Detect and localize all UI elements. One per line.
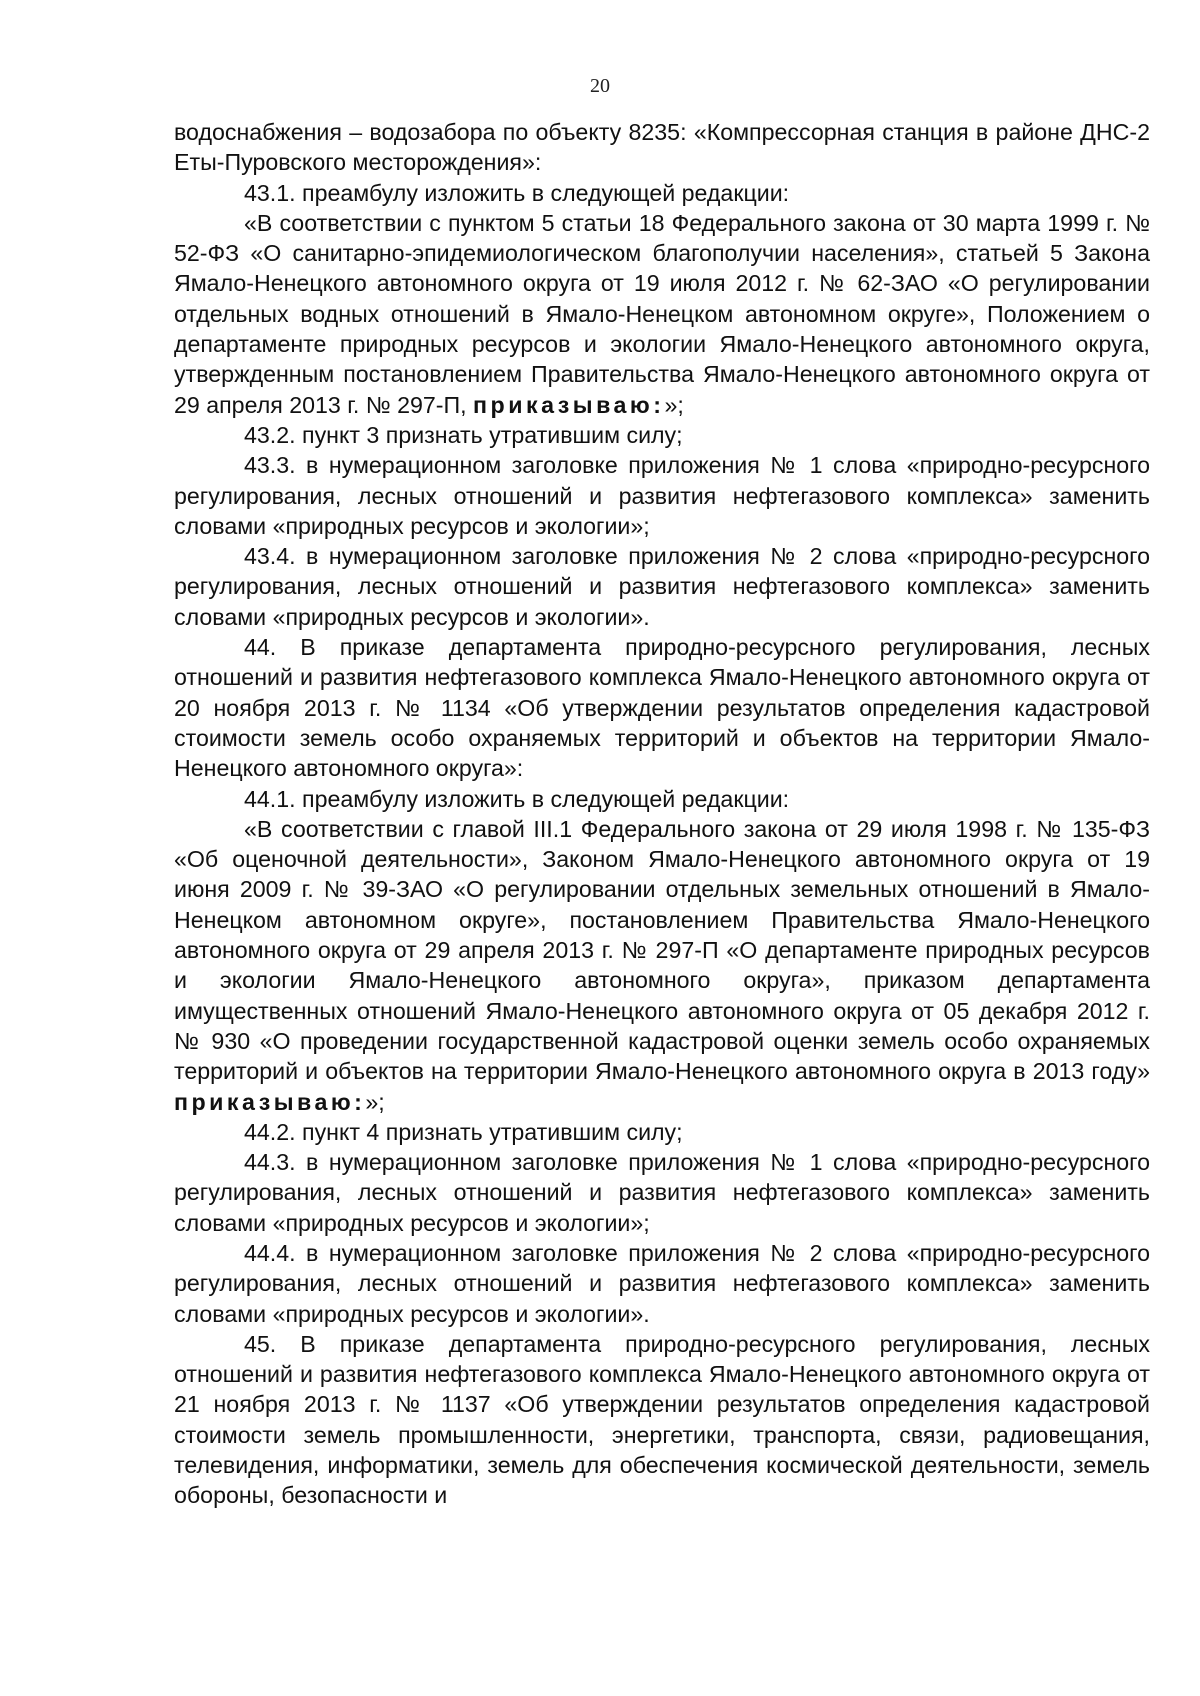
paragraph-44: 44. В приказе департамента природно-ресурсного регулирования, лесных отношений и развития нефтегазового комплекса Ямало-Ненецкого автономного округа от 20 ноября 2013 г. № 1134 «Об утверждении результатов определения кадастровой стоимости земель особо охраняемых территорий и объектов на территории Ямало-Ненецкого автономного округа»: xyxy=(174,634,1150,782)
paragraph-44-2: 44.2. пункт 4 признать утратившим силу; xyxy=(244,1118,683,1145)
paragraph-43-4: 43.4. в нумерационном заголовке приложения № 2 слова «природно-ресурсного регулирования, лесных отношений и развития нефтегазового комплекса» заменить словами «природных ресурсов и экологии». xyxy=(174,543,1150,630)
paragraph-43-1: 43.1. преамбулу изложить в следующей редакции: xyxy=(244,179,790,206)
paragraph-44-3: 44.3. в нумерационном заголовке приложения № 1 слова «природно-ресурсного регулирования, лесных отношений и развития нефтегазового комплекса» заменить словами «природных ресурсов и экологии»; xyxy=(174,1149,1150,1236)
order-keyword: приказываю: xyxy=(174,1088,366,1115)
paragraph-45: 45. В приказе департамента природно-ресурсного регулирования, лесных отношений и развития нефтегазового комплекса Ямало-Ненецкого автономного округа от 21 ноября 2013 г. № 1137 «Об утверждении результатов определения кадастровой стоимости земель промышленности, энергетики, транспорта, связи, радиовещания, телевидения, информатики, земель для обеспечения космической деятельности, земель обороны, безопасности и xyxy=(174,1330,1150,1509)
paragraph-44-4: 44.4. в нумерационном заголовке приложения № 2 слова «природно-ресурсного регулирования, лесных отношений и развития нефтегазового комплекса» заменить словами «природных ресурсов и экологии». xyxy=(174,1239,1150,1327)
paragraph-43-1-preamble: «В соответствии с пунктом 5 статьи 18 Федерального закона от 30 марта 1999 г. № 52-ФЗ «О санитарно-эпидемиологическом благополучии населения», статьей 5 Закона Ямало-Ненецкого автономного округа от 19 июля 2012 г. № 62-ЗАО «О регулировании отдельных водных отношений в Ямало-Ненецком автономном округе», Положением о департаменте природных ресурсов и экологии Ямало-Ненецкого автономного округа, утвержденным постановлением Правительства Ямало-Ненецкого автономного округа от 29 апреля 2013 г. № 297-П, приказываю:»; xyxy=(174,209,1150,418)
order-keyword: приказываю: xyxy=(473,391,665,418)
paragraph-44-1-preamble: «В соответствии с главой III.1 Федерального закона от 29 июля 1998 г. № 135-ФЗ «Об оценочной деятельности», Законом Ямало-Ненецкого автономного округа от 19 июня 2009 г. № 39-ЗАО «О регулировании отдельных земельных отношений в Ямало-Ненецком автономном округе», постановлением Правительства Ямало-Ненецкого автономного округа от 29 апреля 2013 г. № 297-П «О департаменте природных ресурсов и экологии Ямало-Ненецкого автономного округа», приказом департамента имущественных отношений Ямало-Ненецкого автономного округа от 05 декабря 2012 г. № 930 «О проведении государственной кадастровой оценки земель особо охраняемых территорий и объектов на территории Ямало-Ненецкого автономного округа в 2013 году» приказываю:»; xyxy=(174,815,1150,1115)
page-number: 20 xyxy=(590,75,610,97)
paragraph-43-3: 43.3. в нумерационном заголовке приложения № 1 слова «природно-ресурсного регулирования, лесных отношений и развития нефтегазового комплекса» заменить словами «природных ресурсов и экологии»; xyxy=(174,452,1150,539)
paragraph-intro-continuation: водоснабжения – водозабора по объекту 8235: «Компрессорная станция в районе ДНС-2 Еты-Пуровского месторождения»: xyxy=(174,119,1150,176)
paragraph-43-2: 43.2. пункт 3 признать утратившим силу; xyxy=(244,421,683,448)
document-body xyxy=(174,117,1150,1511)
paragraph-44-1: 44.1. преамбулу изложить в следующей редакции: xyxy=(244,785,790,812)
